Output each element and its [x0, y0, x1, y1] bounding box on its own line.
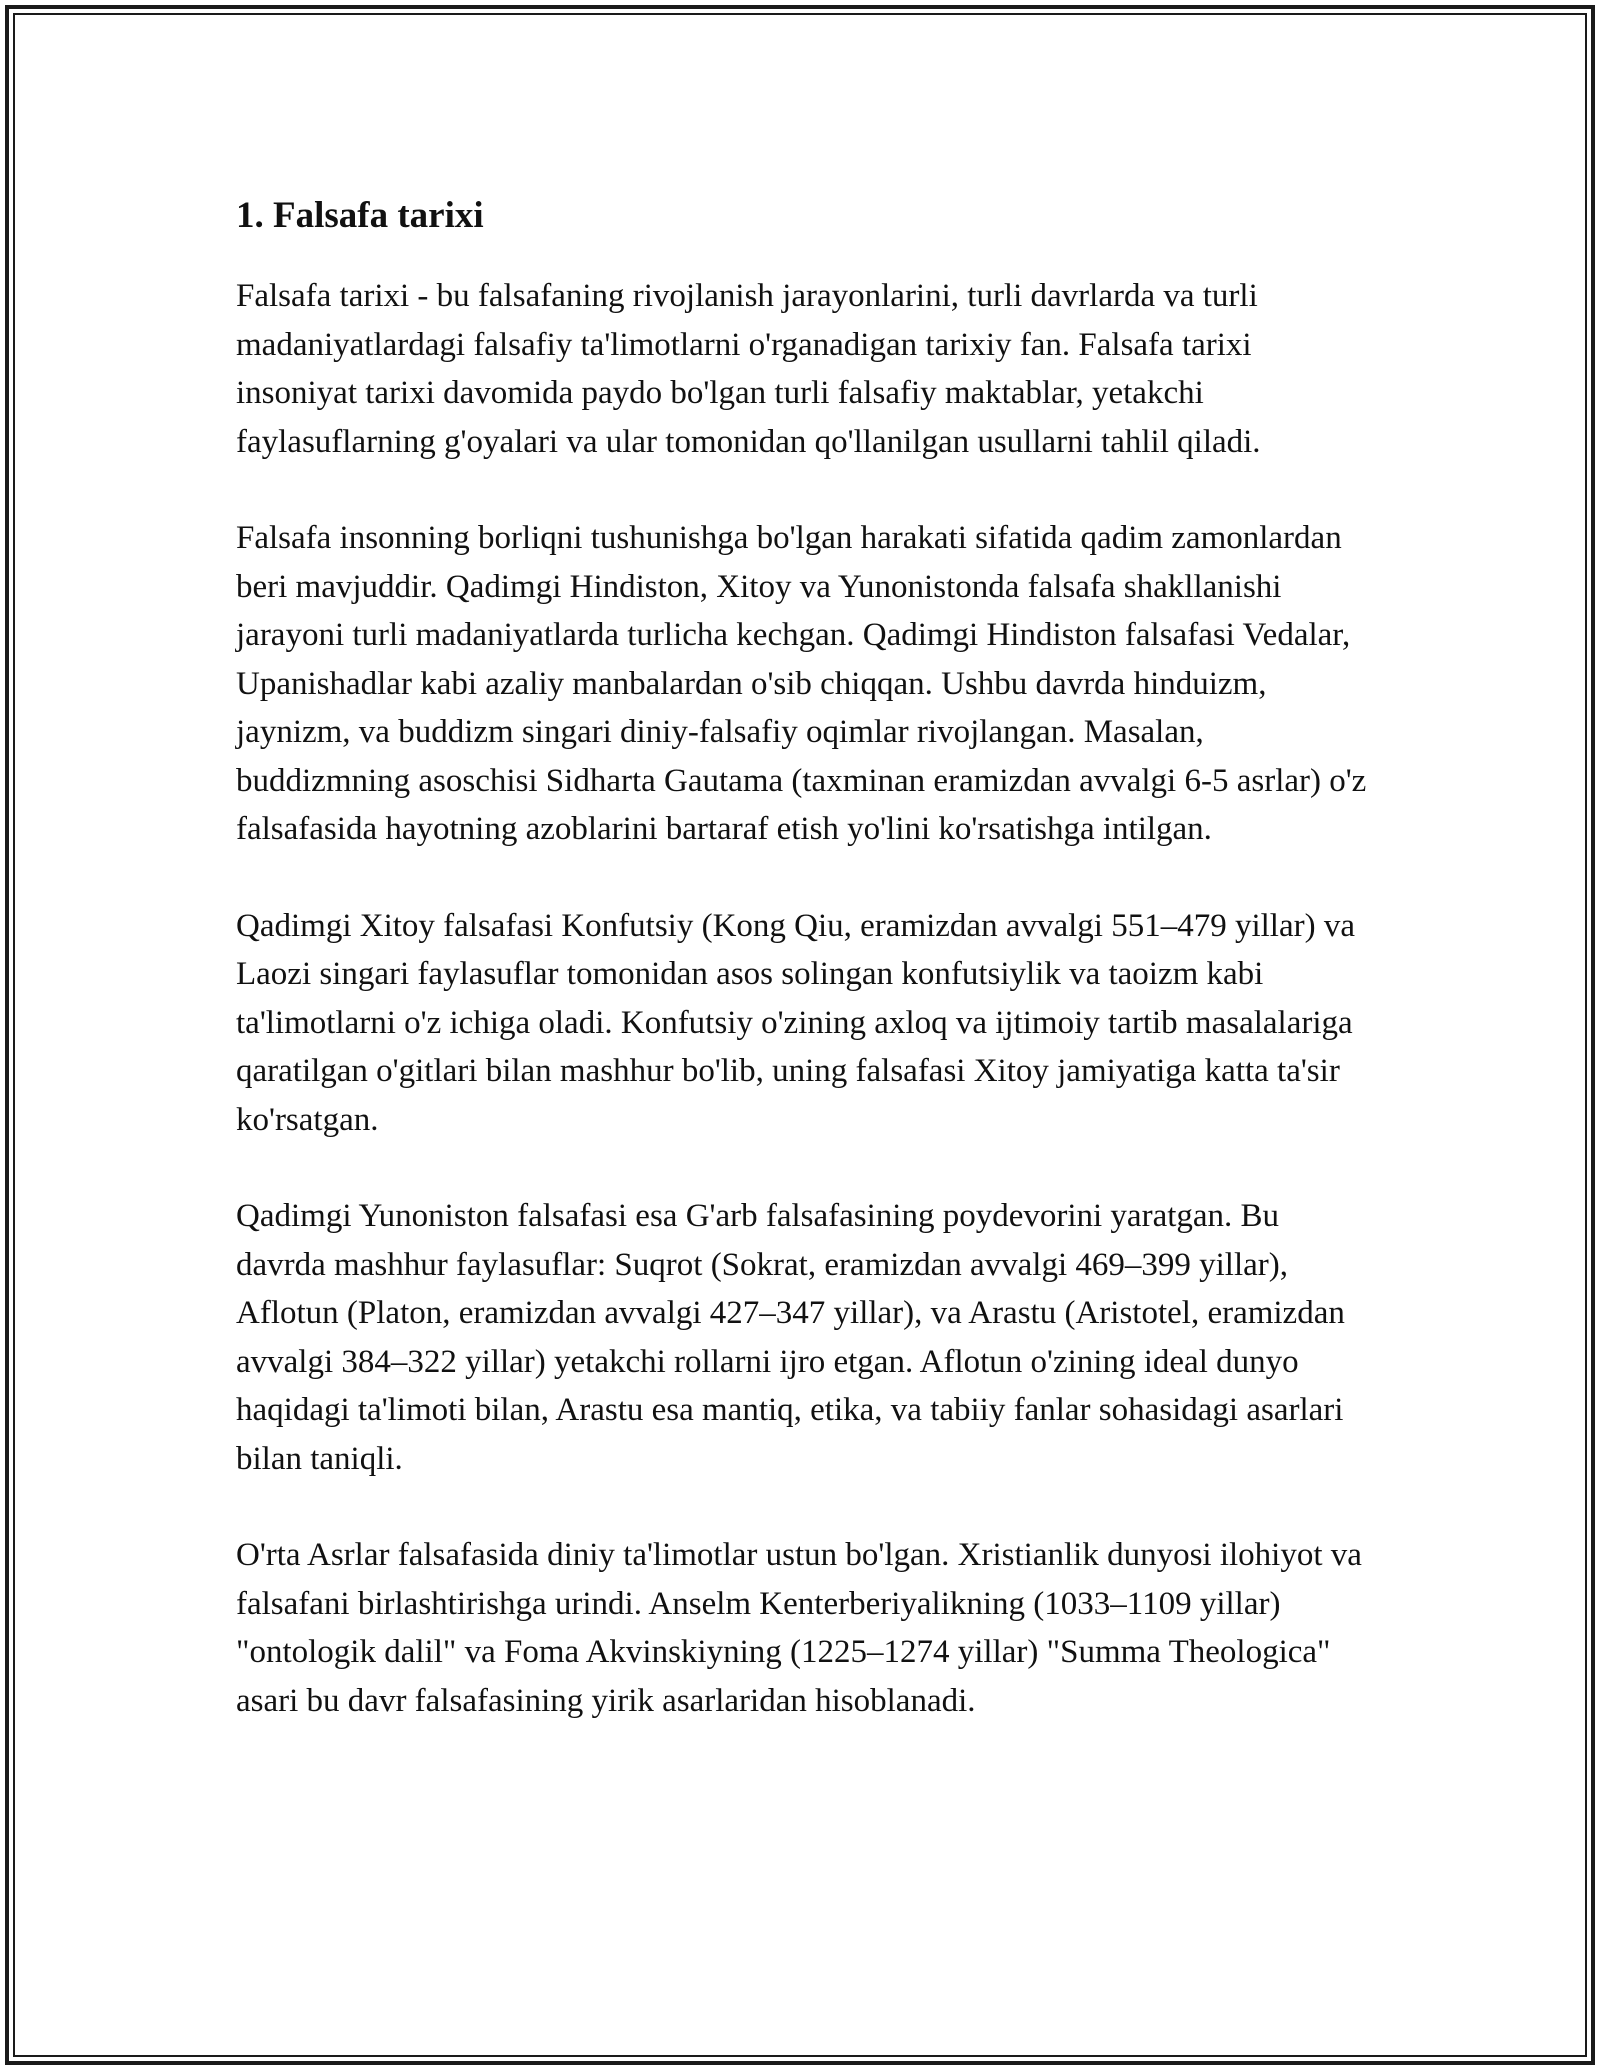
- paragraph-ancient-india: Falsafa insonning borliqni tushunishga bo'lgan harakati sifatida qadim zamonlardan beri mavjuddir. Qadimgi Hindiston, Xitoy va Yunonistonda falsafa shakllanishi jarayoni turli madaniyatlarda turlicha kechgan. Qadimgi Hindiston falsafasi Vedalar, Upanishadlar kabi azaliy manbalardan o'sib chiqqan. Ushbu davrda hinduizm, jaynizm, va buddizm singari diniy-falsafiy oqimlar rivojlangan. Masalan, buddizmning asoschisi Sidharta Gautama (taxminan eramizdan avvalgi 6-5 asrlar) o'z falsafasida hayotning azoblarini bartaraf etish yo'lini ko'rsatishga intilgan.: [236, 520, 1367, 848]
- document-body: [236, 180, 1376, 1773]
- page-title: 1. Falsafa tarixi: [236, 195, 484, 236]
- paragraph-middle-ages: O'rta Asrlar falsafasida diniy ta'limotlar ustun bo'lgan. Xristianlik dunyosi ilohiyot va falsafani birlashtirishga urindi. Anselm Kenterberiyalikning (1033–1109 yillar) "ontologik dalil" va Foma Akvinskiyning (1225–1274 yillar) "Summa Theologica" asari bu davr falsafasining yirik asarlaridan hisoblanadi.: [236, 1537, 1362, 1719]
- paragraph-ancient-greece: Qadimgi Yunoniston falsafasi esa G'arb falsafasining poydevorini yaratgan. Bu davrda mashhur faylasuflar: Suqrot (Sokrat, eramizdan avvalgi 469–399 yillar), Aflotun (Platon, eramizdan avvalgi 427–347 yillar), va Arastu (Aristotel, eramizdan avvalgi 384–322 yillar) yetakchi rollarni ijro etgan. Aflotun o'zining ideal dunyo haqidagi ta'limoti bilan, Arastu esa mantiq, etika, va tabiiy fanlar sohasidagi asarlari bilan taniqli.: [236, 1198, 1345, 1477]
- paragraph-ancient-china: Qadimgi Xitoy falsafasi Konfutsiy (Kong Qiu, eramizdan avvalgi 551–479 yillar) va Laozi singari faylasuflar tomonidan asos solingan konfutsiylik va taoizm kabi ta'limotlarni o'z ichiga oladi. Konfutsiy o'zining axloq va ijtimoiy tartib masalalariga qaratilgan o'gitlari bilan mashhur bo'lib, uning falsafasi Xitoy jamiyatiga katta ta'sir ko'rsatgan.: [236, 907, 1355, 1138]
- paragraph-intro: Falsafa tarixi - bu falsafaning rivojlanish jarayonlarini, turli davrlarda va turli madaniyatlardagi falsafiy ta'limotlarni o'rganadigan tarixiy fan. Falsafa tarixi insoniyat tarixi davomida paydo bo'lgan turli falsafiy maktablar, yetakchi faylasuflarning g'oyalari va ular tomonidan qo'llanilgan usullarni tahlil qiladi.: [236, 278, 1261, 460]
